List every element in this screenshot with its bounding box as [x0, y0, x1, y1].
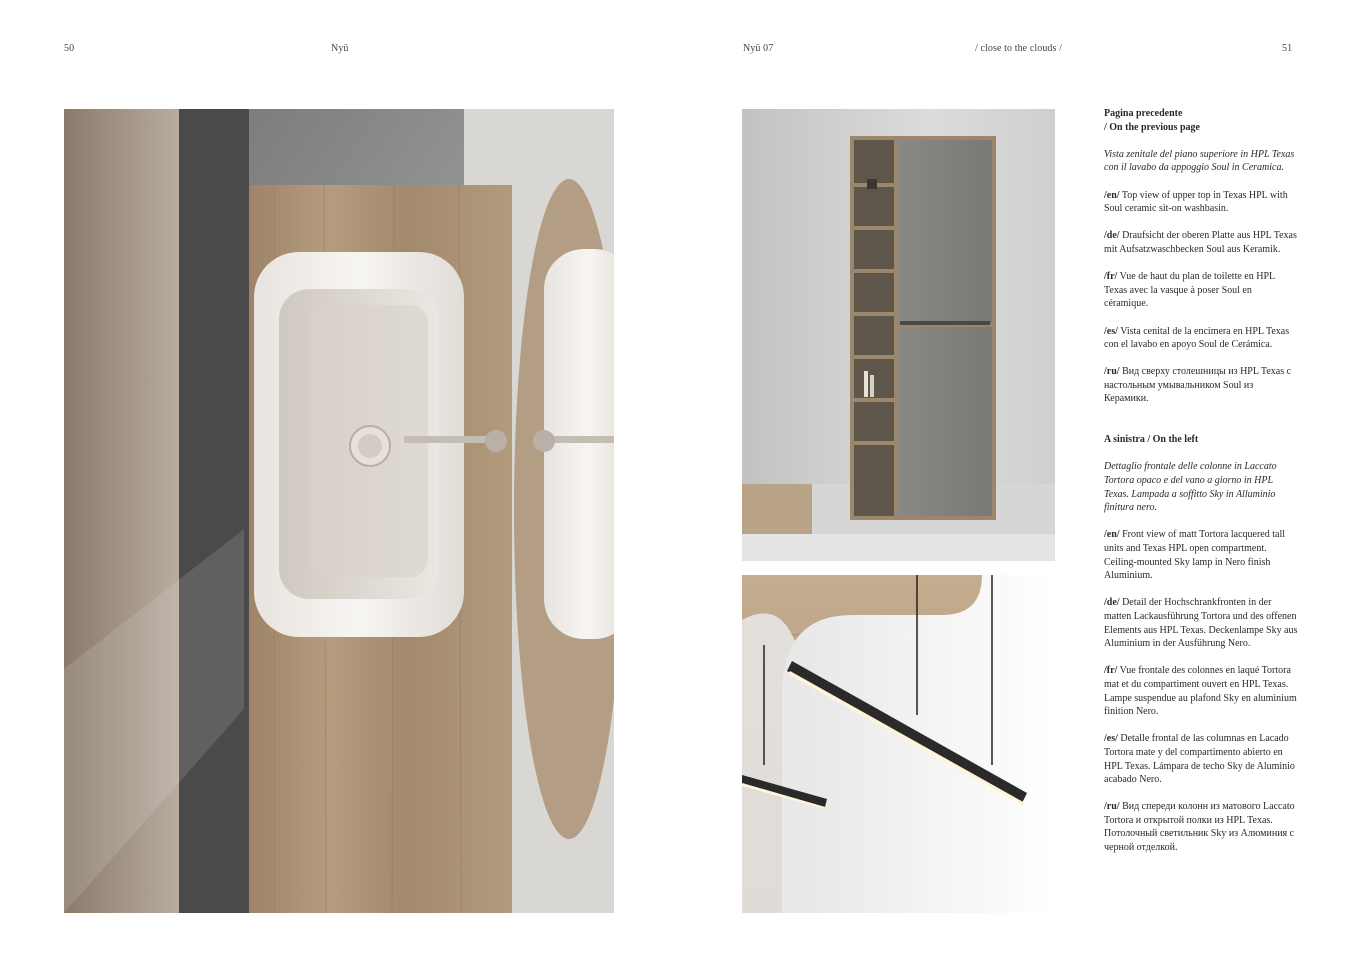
caption-left-title: A sinistra / On the left	[1104, 434, 1199, 446]
tall-units-photo	[742, 109, 1055, 561]
series-subtitle: / close to the clouds /	[975, 43, 1063, 54]
lang-tag-ru: /ru/	[1104, 366, 1120, 378]
lang-tag-en: /en/	[1104, 529, 1120, 541]
lang-tag-ru: /ru/	[1104, 801, 1120, 813]
caption-text-ru: Вид спереди колонн из матового Laccato Tortora и открытой полки из HPL Texas. Потолочный светильник Sky из Алюминия с черной отделкой.	[1104, 801, 1295, 854]
caption-previous-en	[1104, 189, 1298, 216]
caption-previous-fr	[1104, 270, 1298, 311]
caption-left-ru	[1104, 800, 1298, 854]
lang-tag-en: /en/	[1104, 189, 1120, 201]
page-number-right: 51	[1282, 43, 1293, 54]
caption-text-es: Detalle frontal de las columnas en Lacado Tortora mate y del compartimento abierto en HPL Texas. Lámpara de techo Sky de Aluminio acabado Nero.	[1104, 733, 1295, 786]
washbasin-top-view-photo	[64, 109, 614, 913]
lang-tag-es: /es/	[1104, 733, 1118, 745]
caption-previous-ru	[1104, 365, 1298, 406]
lang-tag-de: /de/	[1104, 230, 1120, 242]
caption-text-fr: Vue frontale des colonnes en laqué Tortora mat et du compartiment ouvert en HPL Texas. Lampe suspendue au plafond Sky en aluminium finition Nero.	[1104, 665, 1297, 718]
caption-left-fr	[1104, 664, 1298, 718]
caption-previous-it: Vista zenitale del piano superiore in HPL Texas con il lavabo da appoggio Soul in Ceramica.	[1104, 148, 1295, 174]
series-name-right: Nyü 07	[743, 43, 774, 54]
lang-tag-es: /es/	[1104, 325, 1118, 337]
caption-text-de: Detail der Hochschrankfronten in der matten Lackausführung Tortora und des offenen Elements aus HPL Texas. Deckenlampe Sky aus Aluminium in der Ausführung Nero.	[1104, 597, 1298, 650]
page-number-left: 50	[64, 43, 75, 54]
caption-text-en: Top view of upper top in Texas HPL with Soul ceramic sit-on washbasin.	[1104, 189, 1288, 215]
caption-text-en: Front view of matt Tortora lacquered tall units and Texas HPL open compartment. Ceiling-mounted Sky lamp in Nero finish Aluminium.	[1104, 529, 1286, 582]
caption-previous-es	[1104, 325, 1298, 352]
caption-previous-de	[1104, 229, 1298, 256]
caption-left-en	[1104, 528, 1298, 582]
caption-text-ru: Вид сверху столешницы из HPL Texas с настольным умывальником Soul из Керамики.	[1104, 366, 1292, 405]
caption-text-fr: Vue de haut du plan de toilette en HPL Texas avec la vasque à poser Soul en céramique.	[1104, 271, 1275, 310]
lang-tag-fr: /fr/	[1104, 665, 1118, 677]
lang-tag-de: /de/	[1104, 597, 1120, 609]
caption-text-de: Draufsicht der oberen Platte aus HPL Texas mit Aufsatzwaschbecken Soul aus Keramik.	[1104, 230, 1297, 255]
lang-tag-fr: /fr/	[1104, 271, 1118, 283]
caption-previous-title-en: / On the previous page	[1104, 121, 1200, 133]
caption-column	[1104, 107, 1298, 868]
series-name-left: Nyü	[331, 43, 349, 54]
right-page	[678, 0, 1356, 959]
sky-lamp-photo	[742, 575, 1055, 913]
caption-previous-title-it: Pagina precedente	[1104, 108, 1183, 119]
caption-left-es	[1104, 732, 1298, 786]
caption-left-it: Dettaglio frontale delle colonne in Laccato Tortora opaco e del vano a giorno in HPL Texas. Lampada a soffitto Sky in Alluminio finitura nero.	[1104, 461, 1277, 514]
caption-left-de	[1104, 596, 1298, 650]
caption-text-es: Vista cenital de la encimera en HPL Texas con el lavabo en apoyo Soul de Cerámica.	[1104, 325, 1290, 351]
